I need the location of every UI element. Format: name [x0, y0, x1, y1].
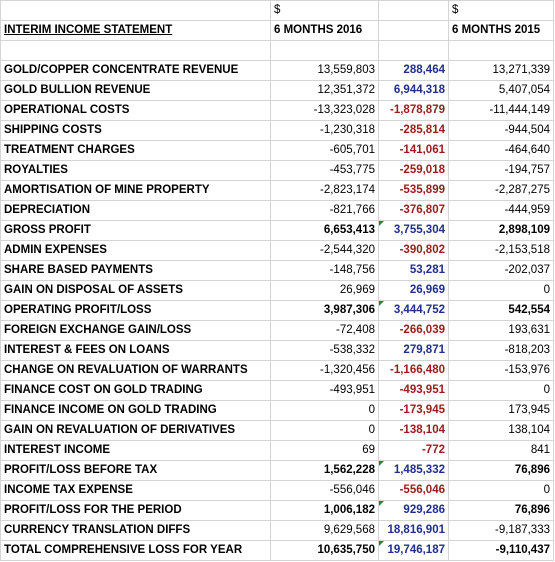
value-2016-cell[interactable]: -2,823,174: [271, 181, 379, 201]
table-row: [1, 401, 554, 421]
difference-cell[interactable]: 288,464: [379, 61, 449, 81]
table-row: [1, 201, 554, 221]
value-2015-cell[interactable]: -194,757: [449, 161, 554, 181]
table-row: [1, 361, 554, 381]
value-2016-cell[interactable]: 26,969: [271, 281, 379, 301]
value-2015-cell[interactable]: -202,037: [449, 261, 554, 281]
difference-cell[interactable]: -535,899: [379, 181, 449, 201]
row-label-cell[interactable]: SHARE BASED PAYMENTS: [1, 261, 271, 281]
value-2016-cell[interactable]: 1,006,182: [271, 501, 379, 521]
value-2015-cell[interactable]: 841: [449, 441, 554, 461]
empty-cell[interactable]: [379, 1, 449, 21]
row-label-cell[interactable]: PROFIT/LOSS BEFORE TAX: [1, 461, 271, 481]
table-row: [1, 161, 554, 181]
value-2016-cell[interactable]: 1,562,228: [271, 461, 379, 481]
table-row: [1, 541, 554, 561]
difference-cell[interactable]: -259,018: [379, 161, 449, 181]
row-label-cell[interactable]: GAIN ON DISPOSAL OF ASSETS: [1, 281, 271, 301]
row-label-cell[interactable]: OPERATIONAL COSTS: [1, 101, 271, 121]
row-label-cell[interactable]: CURRENCY TRANSLATION DIFFS: [1, 521, 271, 541]
difference-cell[interactable]: 279,871: [379, 341, 449, 361]
difference-cell[interactable]: -376,807: [379, 201, 449, 221]
value-2016-cell[interactable]: 10,635,750: [271, 541, 379, 561]
table-row: [1, 121, 554, 141]
row-label-cell[interactable]: ROYALTIES: [1, 161, 271, 181]
difference-cell[interactable]: -390,802: [379, 241, 449, 261]
row-label-cell[interactable]: GOLD BULLION REVENUE: [1, 81, 271, 101]
value-2015-cell[interactable]: 138,104: [449, 421, 554, 441]
row-label-cell[interactable]: OPERATING PROFIT/LOSS: [1, 301, 271, 321]
value-2015-cell[interactable]: -944,504: [449, 121, 554, 141]
value-2016-cell[interactable]: 12,351,372: [271, 81, 379, 101]
value-2016-cell[interactable]: -13,323,028: [271, 101, 379, 121]
empty-cell[interactable]: [449, 41, 554, 61]
row-label-cell[interactable]: ADMIN EXPENSES: [1, 241, 271, 261]
empty-cell[interactable]: [379, 21, 449, 41]
value-2016-cell[interactable]: -493,951: [271, 381, 379, 401]
row-label-cell[interactable]: FINANCE COST ON GOLD TRADING: [1, 381, 271, 401]
value-2015-cell[interactable]: 13,271,339: [449, 61, 554, 81]
value-2015-cell[interactable]: -11,444,149: [449, 101, 554, 121]
currency-cell-2016[interactable]: $: [271, 1, 379, 21]
difference-cell[interactable]: 3,755,304: [379, 221, 449, 241]
currency-cell-2015[interactable]: $: [449, 1, 554, 21]
table-row: [1, 441, 554, 461]
empty-cell[interactable]: [1, 1, 271, 21]
value-2015-cell[interactable]: -9,110,437: [449, 541, 554, 561]
row-label-cell[interactable]: INTEREST & FEES ON LOANS: [1, 341, 271, 361]
value-2016-cell[interactable]: 6,653,413: [271, 221, 379, 241]
row-label-cell[interactable]: TOTAL COMPREHENSIVE LOSS FOR YEAR: [1, 541, 271, 561]
value-2015-cell[interactable]: -2,287,275: [449, 181, 554, 201]
difference-cell[interactable]: -772: [379, 441, 449, 461]
table-row: [1, 421, 554, 441]
value-2016-cell[interactable]: 0: [271, 421, 379, 441]
value-2016-cell[interactable]: -148,756: [271, 261, 379, 281]
difference-cell[interactable]: -138,104: [379, 421, 449, 441]
row-label-cell[interactable]: TREATMENT CHARGES: [1, 141, 271, 161]
row-label-cell[interactable]: INTEREST INCOME: [1, 441, 271, 461]
row-label-cell[interactable]: SHIPPING COSTS: [1, 121, 271, 141]
value-2016-cell[interactable]: 69: [271, 441, 379, 461]
value-2016-cell[interactable]: 9,629,568: [271, 521, 379, 541]
value-2015-cell[interactable]: 173,945: [449, 401, 554, 421]
table-row: [1, 181, 554, 201]
empty-cell[interactable]: [271, 41, 379, 61]
value-2015-cell[interactable]: -9,187,333: [449, 521, 554, 541]
row-label-cell[interactable]: FINANCE INCOME ON GOLD TRADING: [1, 401, 271, 421]
value-2016-cell[interactable]: -453,775: [271, 161, 379, 181]
row-label-cell[interactable]: GOLD/COPPER CONCENTRATE REVENUE: [1, 61, 271, 81]
blank-row: [1, 41, 554, 61]
value-2015-cell[interactable]: 0: [449, 281, 554, 301]
difference-cell[interactable]: 3,444,752: [379, 301, 449, 321]
difference-cell[interactable]: -141,061: [379, 141, 449, 161]
value-2016-cell[interactable]: -605,701: [271, 141, 379, 161]
table-row: [1, 101, 554, 121]
value-2015-cell[interactable]: -444,959: [449, 201, 554, 221]
difference-cell[interactable]: -173,945: [379, 401, 449, 421]
value-2016-cell[interactable]: -72,408: [271, 321, 379, 341]
currency-row: [1, 1, 554, 21]
value-2016-cell[interactable]: -821,766: [271, 201, 379, 221]
value-2015-cell[interactable]: -153,976: [449, 361, 554, 381]
difference-cell[interactable]: -1,166,480: [379, 361, 449, 381]
value-2016-cell[interactable]: -2,544,320: [271, 241, 379, 261]
table-row: [1, 301, 554, 321]
row-label-cell[interactable]: INCOME TAX EXPENSE: [1, 481, 271, 501]
value-2015-cell[interactable]: 2,898,109: [449, 221, 554, 241]
table-row: [1, 381, 554, 401]
value-2015-cell[interactable]: 0: [449, 381, 554, 401]
difference-cell[interactable]: -493,951: [379, 381, 449, 401]
value-2016-cell[interactable]: 3,987,306: [271, 301, 379, 321]
table-row: [1, 461, 554, 481]
table-row: [1, 261, 554, 281]
row-label-cell[interactable]: CHANGE ON REVALUATION OF WARRANTS: [1, 361, 271, 381]
table-row: [1, 481, 554, 501]
table-row: [1, 221, 554, 241]
value-2016-cell[interactable]: -538,332: [271, 341, 379, 361]
value-2015-cell[interactable]: 76,896: [449, 461, 554, 481]
value-2015-cell[interactable]: -818,203: [449, 341, 554, 361]
table-row: [1, 501, 554, 521]
value-2015-cell[interactable]: 0: [449, 481, 554, 501]
table-row: [1, 521, 554, 541]
value-2015-cell[interactable]: -464,640: [449, 141, 554, 161]
table-row: [1, 341, 554, 361]
column-header-2015[interactable]: 6 MONTHS 2015: [449, 21, 554, 41]
column-header-2016[interactable]: 6 MONTHS 2016: [271, 21, 379, 41]
table-row: [1, 81, 554, 101]
difference-cell[interactable]: 6,944,318: [379, 81, 449, 101]
value-2016-cell[interactable]: -1,230,318: [271, 121, 379, 141]
empty-cell[interactable]: [1, 41, 271, 61]
value-2015-cell[interactable]: -2,153,518: [449, 241, 554, 261]
difference-cell[interactable]: -1,878,879: [379, 101, 449, 121]
difference-cell[interactable]: -285,814: [379, 121, 449, 141]
difference-cell[interactable]: 26,969: [379, 281, 449, 301]
difference-cell[interactable]: 1,485,332: [379, 461, 449, 481]
table-row: [1, 141, 554, 161]
difference-cell[interactable]: -266,039: [379, 321, 449, 341]
row-label-cell[interactable]: FOREIGN EXCHANGE GAIN/LOSS: [1, 321, 271, 341]
table-row: [1, 241, 554, 261]
value-2016-cell[interactable]: 13,559,803: [271, 61, 379, 81]
difference-cell[interactable]: 53,281: [379, 261, 449, 281]
row-label-cell[interactable]: PROFIT/LOSS FOR THE PERIOD: [1, 501, 271, 521]
difference-cell[interactable]: -556,046: [379, 481, 449, 501]
header-row: [1, 21, 554, 41]
value-2015-cell[interactable]: 193,631: [449, 321, 554, 341]
table-row: [1, 281, 554, 301]
value-2015-cell[interactable]: 542,554: [449, 301, 554, 321]
value-2016-cell[interactable]: -556,046: [271, 481, 379, 501]
statement-title[interactable]: INTERIM INCOME STATEMENT: [1, 21, 271, 41]
difference-cell[interactable]: 18,816,901: [379, 521, 449, 541]
value-2015-cell[interactable]: 5,407,054: [449, 81, 554, 101]
value-2016-cell[interactable]: 0: [271, 401, 379, 421]
row-label-cell[interactable]: GROSS PROFIT: [1, 221, 271, 241]
row-label-cell[interactable]: DEPRECIATION: [1, 201, 271, 221]
value-2015-cell[interactable]: 76,896: [449, 501, 554, 521]
table-row: [1, 61, 554, 81]
difference-cell[interactable]: 19,746,187: [379, 541, 449, 561]
table-row: [1, 321, 554, 341]
row-label-cell[interactable]: GAIN ON REVALUATION OF DERIVATIVES: [1, 421, 271, 441]
row-label-cell[interactable]: AMORTISATION OF MINE PROPERTY: [1, 181, 271, 201]
difference-cell[interactable]: 929,286: [379, 501, 449, 521]
empty-cell[interactable]: [379, 41, 449, 61]
value-2016-cell[interactable]: -1,320,456: [271, 361, 379, 381]
